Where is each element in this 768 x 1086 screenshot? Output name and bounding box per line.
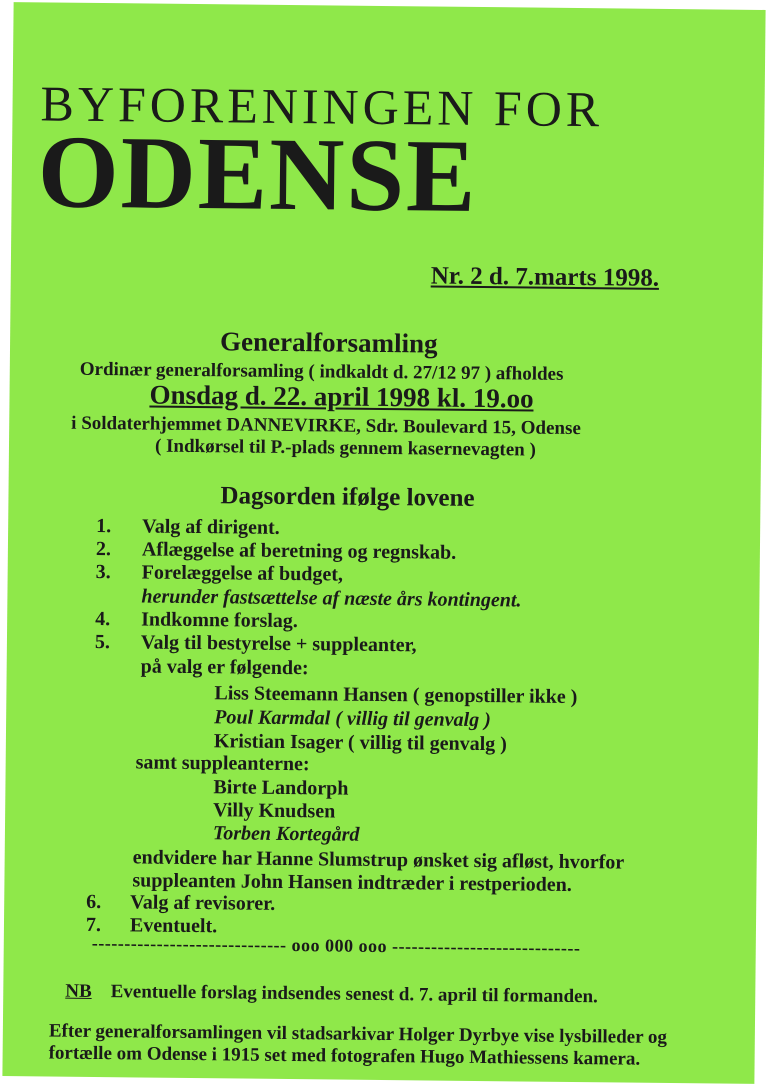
agenda-item-text: Eventuelt. (129, 914, 218, 938)
flyer-page (2, 2, 765, 1084)
nb-note (65, 981, 598, 1009)
candidate: Poul Karmdal ( villig til genvalg ) (214, 706, 491, 732)
meeting-parking: ( Indkørsel til P.-plads gennem kasernevagten ) (154, 435, 536, 461)
issue-number: Nr. 2 d. 7.marts 1998. (430, 262, 660, 292)
agenda-item-text: Indkomne forslag. (141, 608, 298, 633)
footer-line2: fortælle om Odense i 1915 set med fotografen Hugo Mathiessens kamera. (48, 1042, 641, 1070)
agenda-item-number: 5. (94, 630, 111, 654)
agenda-item-text: Valg af dirigent. (142, 515, 280, 539)
agenda-item-number: 6. (86, 890, 102, 914)
agenda-item-continuation: på valg er følgende: (140, 655, 309, 680)
nb-tag: NB (65, 980, 92, 1002)
board-note-line1: endvidere har Hanne Slumstrup ønsket sig afløst, hvorfor (132, 846, 625, 874)
agenda-item-text: Valg til bestyrelse + suppleanter, (140, 631, 417, 657)
substitute: Villy Knudsen (213, 799, 336, 823)
agenda-item-text: Valg af revisorer. (130, 891, 276, 915)
candidate: Liss Steemann Hansen ( genopstiller ikke ) (214, 682, 578, 709)
agenda-item-continuation: herunder fastsættelse af næste års kontingent. (141, 585, 522, 612)
meeting-intro: Ordinær generalforsamling ( indkaldt d. 27/12 97 ) afholdes (79, 358, 564, 385)
agenda-item-number: 4. (95, 607, 111, 631)
substitute: Birte Landorph (213, 776, 349, 800)
agenda-item-number: 7. (85, 913, 102, 937)
header-city: ODENSE (37, 114, 479, 234)
board-note-line2: suppleanten John Hansen indtræder i restperioden. (132, 869, 572, 896)
agenda-item-text: Aflæggelse af beretning og regnskab. (141, 538, 457, 564)
footer-line1: Efter generalforsamlingen vil stadsarkivar Holger Dyrbye vise lysbilleder og (48, 1020, 668, 1048)
candidate: Kristian Isager ( villig til genvalg ) (213, 730, 507, 756)
agenda-item-number: 1. (96, 514, 112, 538)
separator-line: ------------------------------ ooo 000 ooo ----------------------------- (91, 932, 581, 959)
agenda-item-number: 2. (95, 537, 112, 561)
header-line1: BYFORENINGEN FOR (40, 75, 604, 138)
meeting-place: i Soldaterhjemmet DANNEVIRKE, Sdr. Boulevard 15, Odense (71, 412, 581, 440)
agenda-item-text: Forelæggelse af budget, (141, 561, 344, 586)
substitutes-label: samt suppleanterne: (135, 751, 310, 776)
meeting-date: Onsdag d. 22. april 1998 kl. 19.oo (149, 379, 534, 414)
meeting-title: Generalforsamling (219, 326, 438, 359)
substitute: Torben Kortegård (212, 822, 360, 846)
agenda-item-number: 3. (95, 560, 111, 584)
agenda-item (96, 515, 111, 538)
agenda-heading: Dagsorden ifølge lovene (220, 482, 475, 512)
nb-text: Eventuelle forslag indsendes senest d. 7. april til formanden. (110, 981, 598, 1008)
